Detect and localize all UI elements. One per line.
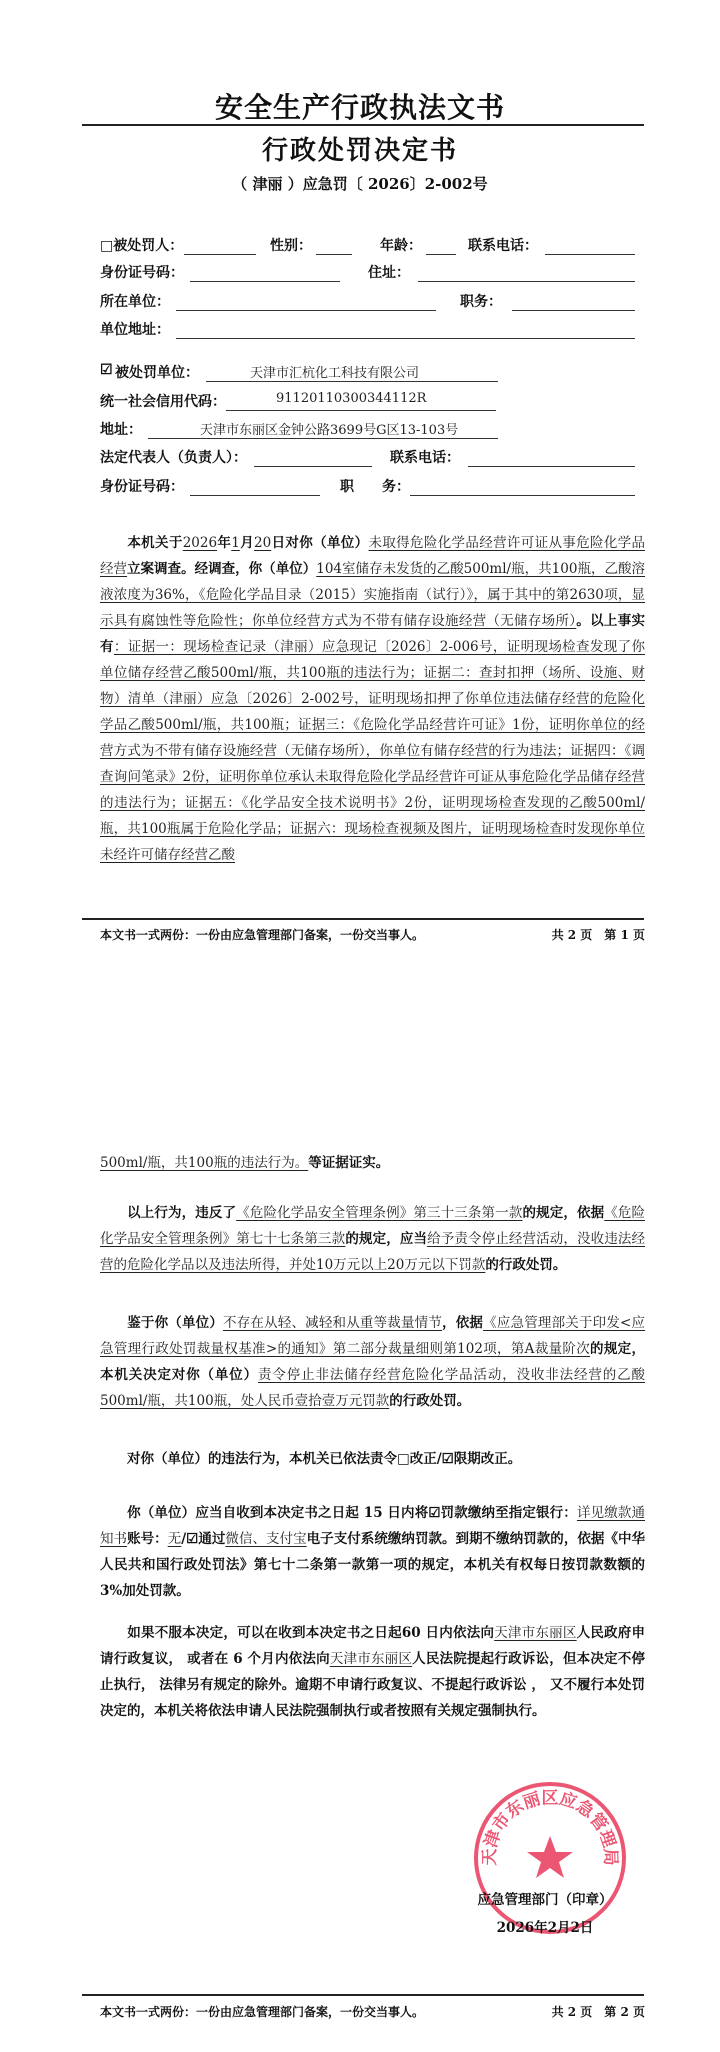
unit-id-label: 身份证号码：: [100, 479, 184, 495]
payment-channel: 微信、支付宝: [225, 1531, 307, 1547]
penalty-range: 给予责令停止经营活动，没收违法经营的危险化学品以及违法所得，并处10万元以上20万元以下罚款: [100, 1231, 646, 1273]
case-reason: 未取得危险化学品经营许可证从事危险化学品经营: [100, 535, 646, 577]
facts-paragraph: 本机关于2026年1月20日对你（单位）未取得危险化学品经营许可证从事危险化学品经营立案调查。经调查，你（单位）104室储存未发货的乙酸500ml/瓶，共100瓶，乙酸溶液浓度为36%，《危险化学品目录（2015）实施指南（试行）》，属于其中的第2630项，显示具有腐蚀性等危险性；你单位经营方式为不带有储存设施经营（无储存场所）。以上事实有：证据一：现场检查记录（津丽）应急现记〔2026〕2-006号，证明现场检查发现了你单位储存经营乙酸500ml/瓶，共100瓶的违法行为；证据二：查封扣押（场所、设施、财物）清单（津丽）应急〔2026〕2-002号，证明现场扣押了你单位违法储存经营的危险化学品乙酸500ml/瓶，共100瓶；证据三：《危险化学品经营许可证》1份，证明你单位的经营方式为不带有储存设施经营（无储存场所），你单位有储存经营的行为违法；证据四：《调查询问笔录》2份，证明你单位承认未取得危险化学品经营许可证从事危险化学品储存经营的违法行为；证据五：《化学品安全技术说明书》2份，证明现场检查发现的乙酸500ml/瓶，共100瓶属于危险化学品；证据六：现场检查视频及图片，证明现场检查时发现你单位未经许可储存经营乙酸: [100, 535, 646, 863]
case-finding: 104室储存未发货的乙酸500ml/瓶，共100瓶，乙酸溶液浓度为36%，《危险化学品目录（2015）实施指南（试行）》，属于其中的第2630项，显示具有腐蚀性等危险性；你单位经营方式为不带有储存设施经营（无储存场所）: [100, 561, 646, 629]
issuing-authority: 应急管理部门（印章）: [477, 1892, 613, 1908]
discretion-paragraph: 鉴于你（单位）不存在从轻、减轻和从重等裁量情节，依据《应急管理部关于印发<应急管理行政处罚裁量权基准>的通知》第二部分裁量细则第102项，第A裁量阶次的规定，本机关决定对你（单位）责令停止非法储存经营危险化学品活动，没收非法经营的乙酸500ml/瓶，共100瓶，处人民币壹拾壹万元罚款的行政处罚。: [100, 1315, 646, 1409]
unit-address-label: 地址：: [100, 422, 142, 438]
unit-phone-label: 联系电话：: [390, 450, 460, 466]
payment-paragraph: 你（单位）应当自收到本决定书之日起 15 日内将☑罚款缴纳至指定银行：详见缴款通知书账号：无/☑通过微信、支付宝电子支付系统缴纳罚款。到期不缴纳罚款的，依据《中华人民共和国行政处罚法》第七十二条第一款第一项的规定，本机关有权每日按罚款数额的 3%加处罚款。: [100, 1505, 646, 1599]
appeal-paragraph: 如果不服本决定，可以在收到本决定书之日起60 日内依法向天津市东丽区人民政府申请行政复议， 或者在 6 个月内依法向天津市东丽区人民法院提起行政诉讼，但本决定不停止执行， 法律另有规定的除外。逾期不申请行政复议、不提起行政诉讼 ， 又不履行本处罚决定的，本机关将依法申请人民法院强制执行或者按照有关规定强制执行。: [100, 1625, 646, 1719]
person-position-label: 职务：: [460, 294, 502, 310]
penalty-decision: 责令停止非法储存经营危险化学品活动，没收非法经营的乙酸500ml/瓶，共100瓶，处人民币壹拾壹万元罚款: [100, 1367, 646, 1409]
footer-note: 本文书一式两份：一份由应急管理部门备案，一份交当事人。: [100, 928, 425, 942]
person-id-label: 身份证号码：: [100, 265, 184, 281]
seal-text: 天津市东丽区应急管理局: [479, 1788, 621, 1866]
unit-position-label: 职 务：: [340, 479, 410, 495]
violated-law: 《危险化学品安全管理条例》第三十三条第一款: [236, 1205, 523, 1221]
person-name-label: □被处罚人：: [100, 238, 184, 254]
unit-name-label: 被处罚单位：: [115, 365, 199, 381]
case-year: 2026: [182, 535, 218, 551]
page-counter: 共 2 页 第 1 页: [551, 928, 645, 942]
document-number: （ 津丽 ）应急罚〔 2026〕2-002号: [232, 175, 488, 193]
violation-paragraph: 以上行为，违反了《危险化学品安全管理条例》第三十三条第一款的规定，依据《危险化学品安全管理条例》第七十七条第三款的规定，应当给予责令停止经营活动，没收违法经营的危险化学品以及违法所得，并处10万元以上20万元以下罚款的行政处罚。: [100, 1205, 646, 1273]
person-gender-label: 性别：: [270, 238, 312, 254]
unit-credit-label: 统一社会信用代码：: [100, 394, 226, 410]
unit-rep-label: 法定代表人（负责人）：: [100, 450, 247, 466]
page-counter-2: 共 2 页 第 2 页: [551, 2005, 645, 2019]
document-title: 行政处罚决定书: [261, 136, 458, 166]
person-age-label: 年龄：: [380, 238, 422, 254]
footer-divider-2: [82, 1994, 644, 1996]
unit-address-value: 天津市东丽区金钟公路3699号G区13-103号: [200, 423, 459, 438]
penalty-law: 《危险化学品安全管理条例》第七十七条第三款: [100, 1205, 646, 1247]
payment-bank: 详见缴款通知书: [100, 1505, 646, 1547]
case-evidence-continued: 500ml/瓶，共100瓶的违法行为。: [100, 1155, 309, 1171]
issue-date: 2026年2月2日: [496, 1920, 594, 1936]
case-month: 1: [231, 535, 240, 551]
page-2-footer: [100, 2003, 645, 2020]
person-address-label: 住址：: [368, 265, 410, 281]
person-employer-label: 所在单位：: [100, 294, 170, 310]
appeal-court: 天津市东丽区: [329, 1651, 413, 1667]
circumstance: 不存在从轻、减轻和从重等裁量情节: [223, 1315, 443, 1331]
person-unit-address-label: 单位地址：: [100, 322, 170, 338]
person-phone-label: 联系电话：: [468, 238, 538, 254]
correction-paragraph: 对你（单位）的违法行为，本机关已依法责令□改正/☑限期改正。: [127, 1451, 522, 1467]
facts-continuation: 500ml/瓶，共100瓶的违法行为。等证据证实。: [100, 1155, 390, 1171]
unit-checkbox-icon: ☑: [100, 362, 113, 378]
case-evidence: ：证据一：现场检查记录（津丽）应急现记〔2026〕2-006号，证明现场检查发现了你单位储存经营乙酸500ml/瓶，共100瓶的违法行为；证据二：查封扣押（场所、设施、财物）清单（津丽）应急〔2026〕2-002号，证明现场扣押了你单位违法储存经营的危险化学品乙酸500ml/瓶，共100瓶；证据三：《危险化学品经营许可证》1份，证明你单位的经营方式为不带有储存设施经营（无储存场所），你单位有储存经营的行为违法；证据四：《调查询问笔录》2份，证明你单位承认未取得危险化学品经营许可证从事危险化学品储存经营的违法行为；证据五：《化学品安全技术说明书》2份，证明现场检查发现的乙酸500ml/瓶，共100瓶属于危险化学品；证据六：现场检查视频及图片，证明现场检查时发现你单位未经许可储存经营乙酸: [100, 639, 646, 863]
discretion-basis: 《应急管理部关于印发<应急管理行政处罚裁量权基准>的通知》第二部分裁量细则第102项，第A裁量阶次: [100, 1315, 646, 1357]
case-day: 20: [254, 535, 272, 551]
unit-name-value: 天津市汇杭化工科技有限公司: [250, 366, 420, 381]
unit-credit-value: 91120110300344112R: [276, 391, 427, 406]
payment-account: 无: [167, 1531, 182, 1547]
document-category-title: 安全生产行政执法文书: [214, 91, 505, 124]
appeal-government: 天津市东丽区: [494, 1625, 577, 1641]
footer-note-2: 本文书一式两份：一份由应急管理部门备案，一份交当事人。: [100, 2005, 425, 2019]
official-seal-icon: [470, 1778, 630, 1938]
